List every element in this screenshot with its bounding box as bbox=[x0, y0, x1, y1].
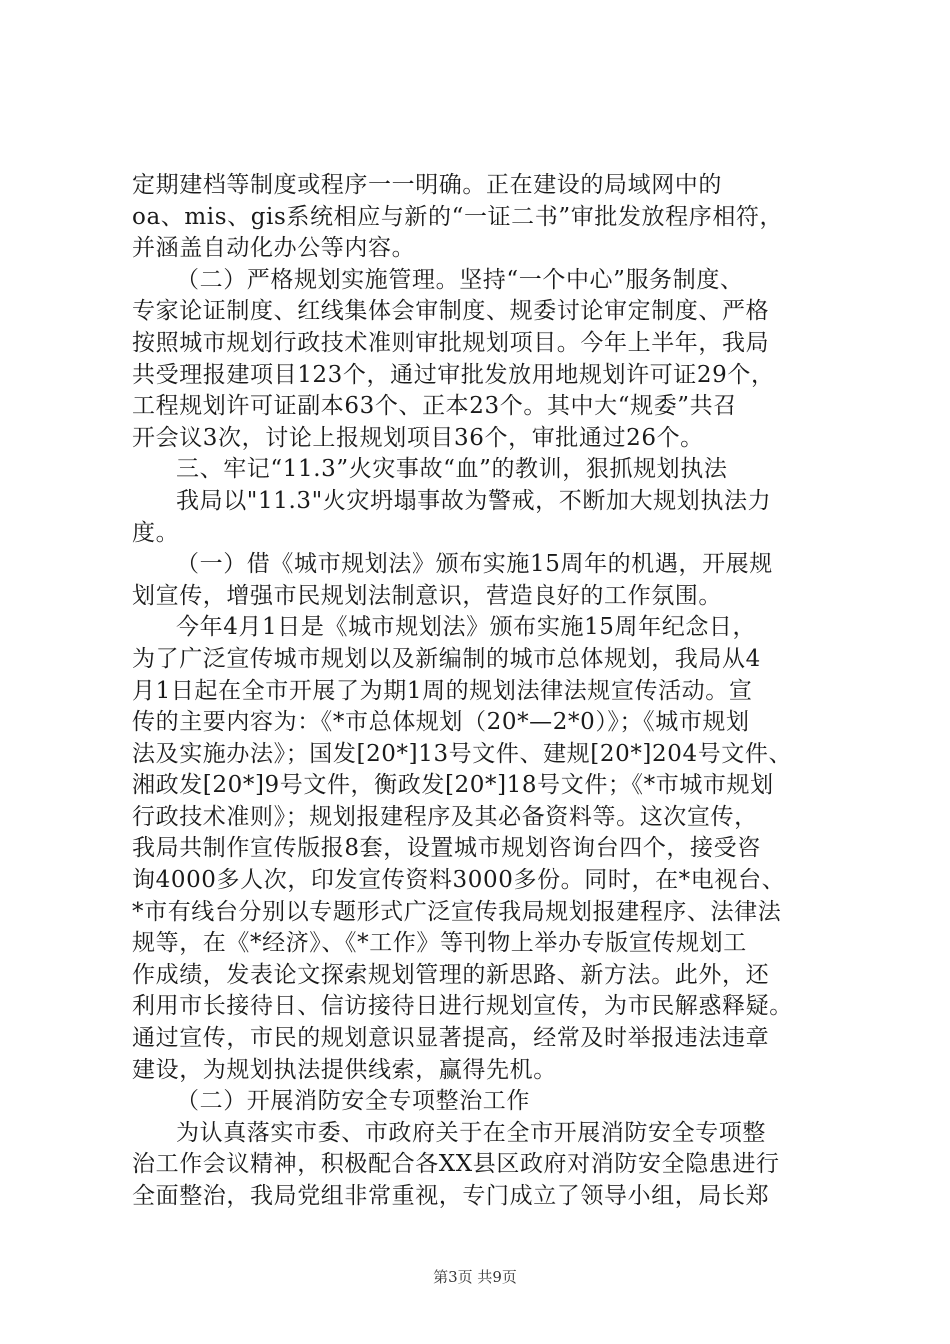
text-line: 治工作会议精神，积极配合各XX县区政府对消防安全隐患进行 bbox=[132, 1151, 780, 1178]
text-line: （一）借《城市规划法》颁布实施15周年的机遇，开展规 bbox=[176, 551, 773, 578]
text-line: 建设，为规划执法提供线索，赢得先机。 bbox=[132, 1056, 557, 1083]
text-line: （二）严格规划实施管理。坚持“一个中心”服务制度、 bbox=[176, 266, 744, 293]
text-line: 定期建档等制度或程序一一明确。正在建设的局域网中的 bbox=[132, 172, 722, 198]
text-line: 我局以"11.3"火灾坍塌事故为警戒，不断加大规划执法力 bbox=[176, 487, 772, 514]
text-line: 划宣传，增强市民规划法制意识，营造良好的工作氛围。 bbox=[132, 582, 722, 609]
text-line: 为了广泛宣传城市规划以及新编制的城市总体规划，我局从4 bbox=[132, 645, 761, 672]
text-line: 专家论证制度、红线集体会审制度、规委讨论审定制度、严格 bbox=[132, 298, 770, 325]
text-line: 今年4月1日是《城市规划法》颁布实施15周年纪念日， bbox=[176, 614, 757, 641]
text-line: 工程规划许可证副本63个、正本23个。其中大“规委”共召 bbox=[132, 393, 737, 420]
text-line: 传的主要内容为：《*市总体规划（20*—2*0）》；《城市规划 bbox=[132, 709, 750, 736]
text-line: 规等，在《*经济》、《*工作》等刊物上举办专版宣传规划工 bbox=[132, 930, 747, 957]
text-line: 月1日起在全市开展了为期1周的规划法律法规宣传活动。宣 bbox=[132, 677, 753, 704]
text-line: 我局共制作宣传版报8套，设置城市规划咨询台四个，接受咨 bbox=[132, 835, 761, 862]
text-line: 并涵盖自动化办公等内容。 bbox=[132, 235, 416, 262]
text-line: 全面整治，我局党组非常重视，专门成立了领导小组，局长郑 bbox=[132, 1183, 770, 1209]
text-line: oa、mis、gis系统相应与新的“一证二书”审批发放程序相符， bbox=[132, 203, 784, 230]
document-body bbox=[132, 170, 832, 1213]
text-line: *市有线台分别以专题形式广泛宣传我局规划报建程序、法律法 bbox=[132, 898, 782, 925]
text-line: 按照城市规划行政技术准则审批规划项目。今年上半年，我局 bbox=[132, 329, 770, 356]
text-line: 询4000多人次，印发宣传资料3000多份。同时，在*电视台、 bbox=[132, 867, 786, 894]
text-line: 为认真落实市委、市政府关于在全市开展消防安全专项整 bbox=[176, 1119, 766, 1146]
text-line: 行政技术准则》；规划报建程序及其必备资料等。这次宣传， bbox=[132, 803, 758, 830]
page-footer: 第3页 共9页 bbox=[433, 1268, 517, 1286]
text-line: 作成绩，发表论文探索规划管理的新思路、新方法。此外，还 bbox=[132, 961, 770, 988]
text-line: （二）开展消防安全专项整治工作 bbox=[176, 1088, 530, 1115]
text-line: 共受理报建项目123个，通过审批发放用地规划许可证29个， bbox=[132, 361, 775, 388]
text-line: 利用市长接待日、信访接待日进行规划宣传，为市民解惑释疑。 bbox=[132, 993, 793, 1020]
text-line: 通过宣传，市民的规划意识显著提高，经常及时举报违法违章 bbox=[132, 1025, 770, 1052]
text-line: 度。 bbox=[132, 519, 180, 546]
text-line: 三、牢记“11.3”火灾事故“血”的教训，狠抓规划执法 bbox=[176, 456, 728, 483]
text-line: 湘政发[20*]9号文件，衡政发[20*]18号文件；《*市城市规划 bbox=[132, 772, 774, 799]
text-line: 法及实施办法》；国发[20*]13号文件、建规[20*]204号文件、 bbox=[132, 740, 793, 767]
text-line: 开会议3次，讨论上报规划项目36个，审批通过26个。 bbox=[132, 424, 704, 451]
